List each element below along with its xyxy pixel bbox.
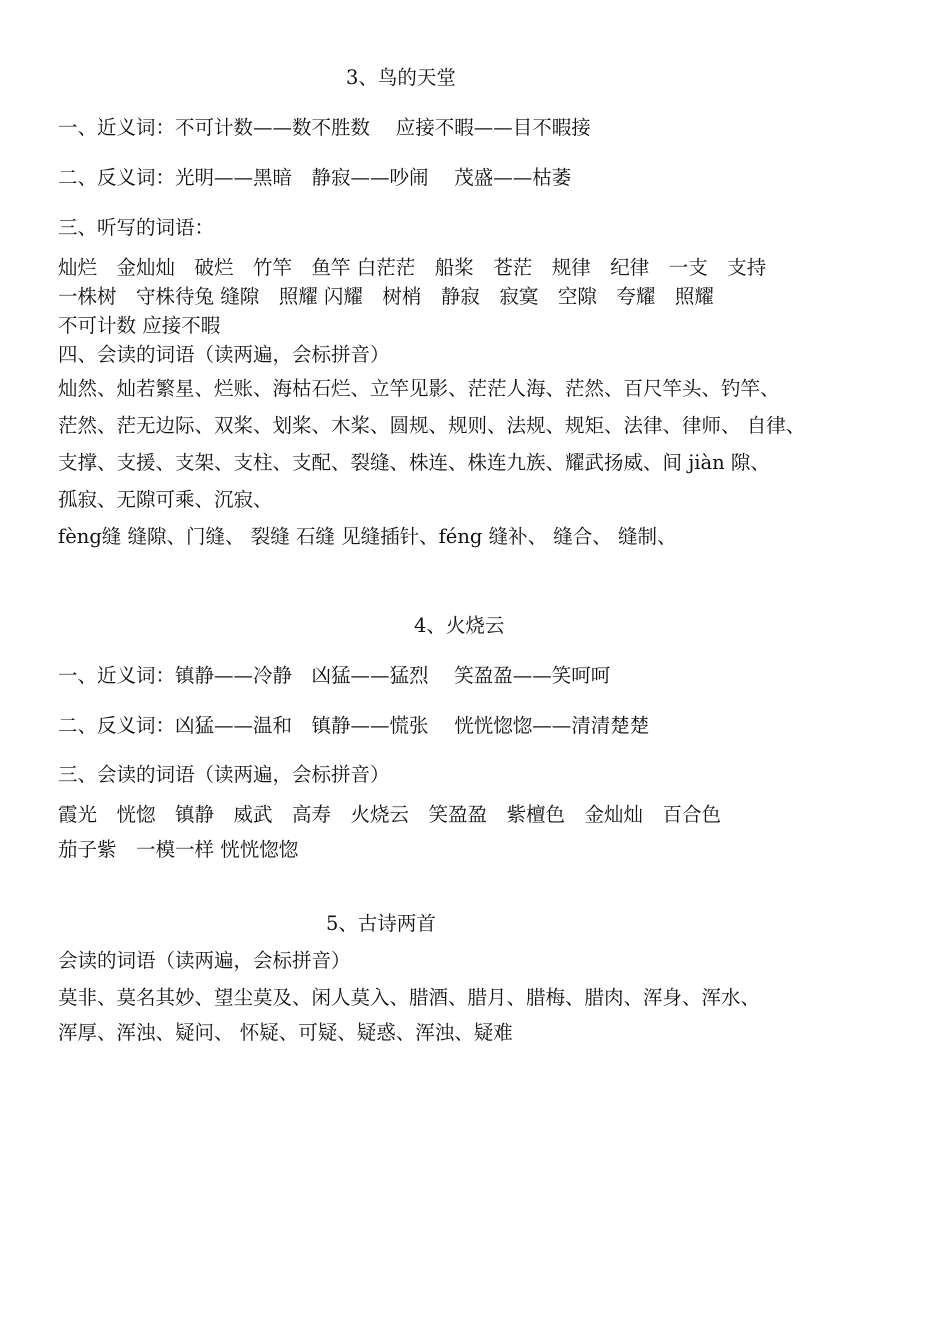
lesson3-reading-line: 茫然、茫无边际、双桨、划桨、木桨、圆规、规则、法规、规矩、法律、律师、 自律、: [58, 414, 806, 437]
lesson5-reading-line: 浑厚、浑浊、疑问、 怀疑、可疑、疑惑、浑浊、疑难: [58, 1021, 513, 1044]
lesson3-reading-line: 灿然、灿若繁星、烂账、海枯石烂、立竿见影、茫茫人海、茫然、百尺竿头、钓竿、: [58, 377, 780, 400]
lesson4-reading-line: 茄子紫 一模一样 恍恍惚惚: [58, 838, 299, 861]
lesson4-synonyms: 一、近义词：镇静——冷静 凶猛——猛烈 笑盈盈——笑呵呵: [58, 664, 611, 687]
lesson3-dictation-line: 一株树 守株待兔 缝隙 照耀 闪耀 树梢 静寂 寂寞 空隙 夸耀 照耀: [58, 285, 714, 308]
lesson5-title: 5、古诗两首: [326, 912, 436, 935]
lesson3-dictation-line: 不可计数 应接不暇: [58, 314, 221, 337]
lesson4-reading-line: 霞光 恍惚 镇静 威武 高寿 火烧云 笑盈盈 紫檀色 金灿灿 百合色: [58, 803, 722, 826]
lesson3-antonyms: 二、反义词：光明——黑暗 静寂——吵闹 茂盛——枯萎: [58, 166, 572, 189]
lesson3-reading-line: fèng缝 缝隙、门缝、 裂缝 石缝 见缝插针、féng 缝补、 缝合、 缝制、: [58, 525, 677, 548]
lesson3-reading-line: 支撑、支援、支架、支柱、支配、裂缝、株连、株连九族、耀武扬威、间 jiàn 隙、: [58, 451, 770, 474]
lesson4-antonyms: 二、反义词：凶猛——温和 镇静——慌张 恍恍惚惚——清清楚楚: [58, 714, 650, 737]
lesson3-dictation-heading: 三、听写的词语：: [58, 216, 215, 239]
lesson4-reading-heading: 三、会读的词语（读两遍，会标拼音）: [58, 763, 390, 786]
lesson3-reading-heading: 四、会读的词语（读两遍，会标拼音）: [58, 343, 390, 366]
lesson5-reading-line: 莫非、莫名其妙、望尘莫及、闲人莫入、腊酒、腊月、腊梅、腊肉、浑身、浑水、: [58, 986, 761, 1009]
lesson3-title: 3、鸟的天堂: [346, 66, 456, 89]
lesson3-reading-line: 孤寂、无隙可乘、沉寂、: [58, 488, 273, 511]
lesson4-title: 4、火烧云: [414, 614, 505, 637]
lesson3-synonyms: 一、近义词：不可计数——数不胜数 应接不暇——目不暇接: [58, 116, 591, 139]
lesson3-dictation-line: 灿烂 金灿灿 破烂 竹竿 鱼竿 白茫茫 船桨 苍茫 规律 纪律 一支 支持: [58, 256, 767, 279]
lesson5-reading-heading: 会读的词语（读两遍，会标拼音）: [58, 949, 351, 972]
